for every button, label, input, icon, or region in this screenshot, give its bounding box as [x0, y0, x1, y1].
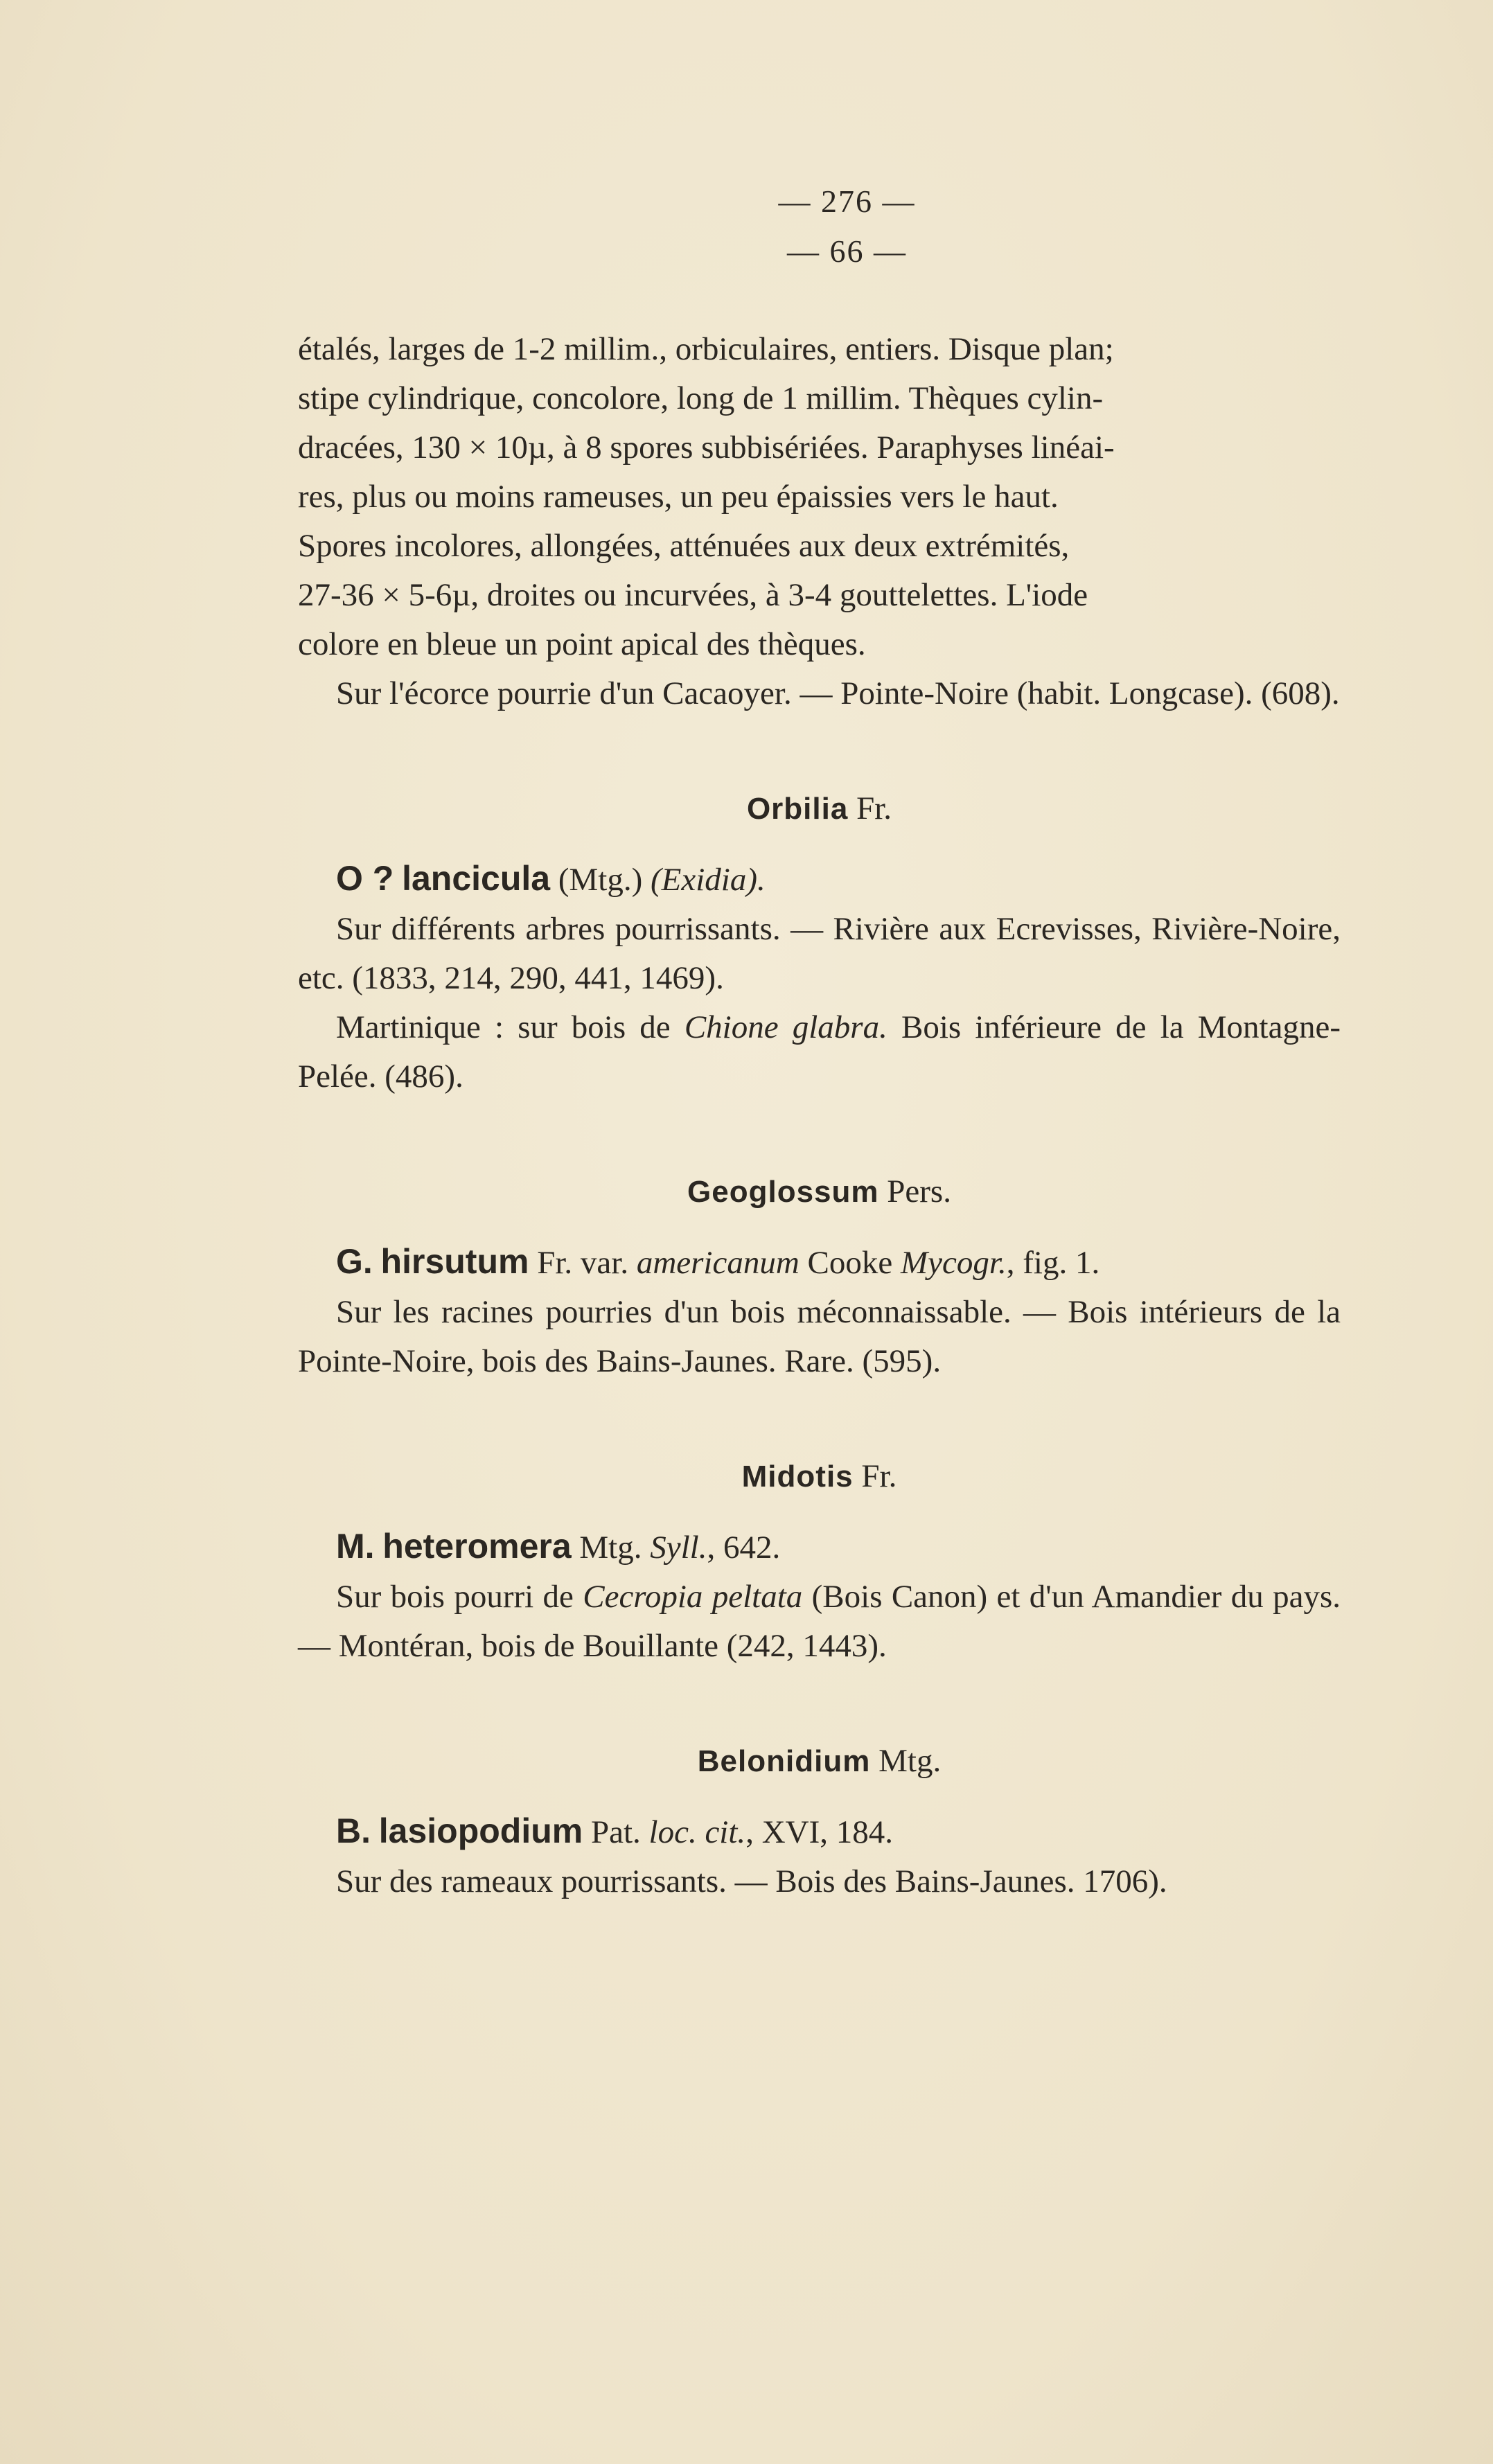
species-synonym: (Exidia).: [650, 862, 766, 898]
host-name: Chione glabra.: [684, 1009, 887, 1045]
species-heading-heteromera: [298, 1522, 1341, 1572]
species-name: lasiopodium: [378, 1811, 583, 1850]
genus-author: Mtg.: [878, 1743, 942, 1779]
species-author: Mtg.: [579, 1530, 642, 1566]
species-heading-hirsutum: [298, 1237, 1341, 1288]
species-prefix: G.: [336, 1242, 373, 1281]
reference-work: Mycogr.: [901, 1245, 1007, 1281]
intro-line: Spores incolores, allongées, atténuées aux deux extrémités,: [298, 528, 1070, 564]
species-locality: Sur les racines pourries d'un bois méconnaissable. — Bois intérieurs de la Pointe-Noire, bois des Bains-Jaunes. Rare. (595).: [298, 1294, 1341, 1379]
intro-line: dracées, 130 × 10µ, à 8 spores subbisériées. Paraphyses linéai-: [298, 429, 1115, 466]
reference-work: loc. cit.: [648, 1814, 746, 1850]
intro-line: colore en bleue un point apical des thèques.: [298, 626, 866, 662]
reference-detail: , 642.: [707, 1530, 781, 1566]
intro-line: étalés, larges de 1-2 millim., orbiculaires, entiers. Disque plan;: [298, 331, 1114, 367]
species-locality: [298, 1572, 1341, 1671]
reference-detail: , fig. 1.: [1006, 1245, 1100, 1281]
text-run: Martinique : sur bois de: [336, 1009, 671, 1045]
species-locality-martinique: [298, 1003, 1341, 1101]
genus-author: Pers.: [887, 1173, 951, 1209]
page-number-outer: — 276 —: [778, 184, 916, 219]
genus-author: Fr.: [861, 1458, 897, 1494]
species-name: hirsutum: [380, 1242, 529, 1281]
reference-author: Cooke: [807, 1245, 893, 1281]
species-name: lancicula: [402, 859, 551, 898]
genus-heading-midotis: [298, 1452, 1341, 1501]
intro-description: [298, 325, 1341, 669]
species-locality: Sur différents arbres pourrissants. — Rivière aux Ecrevisses, Rivière-Noire, etc. (1833, 214, 290, 441, 1469).: [298, 911, 1341, 996]
text-run: (Bois Canon) et d'un Amandier du pays. — Montéran, bois de Bouillante (242, 1443).: [298, 1579, 1341, 1664]
intro-habitat: Sur l'écorce pourrie d'un Cacaoyer. — Pointe-Noire (habit. Longcase). (608).: [336, 675, 1340, 711]
species-name: heteromera: [382, 1527, 572, 1566]
genus-name: Orbilia: [746, 792, 849, 826]
genus-author: Fr.: [856, 790, 892, 826]
species-heading-lasiopodium: [298, 1807, 1341, 1857]
genus-heading-orbilia: [298, 784, 1341, 833]
species-prefix: O ?: [336, 859, 394, 898]
intro-line: 27-36 × 5-6µ, droites ou incurvées, à 3-4 gouttelettes. L'iode: [298, 577, 1088, 613]
variety-name: americanum: [636, 1245, 799, 1281]
intro-line: res, plus ou moins rameuses, un peu épaissies vers le haut.: [298, 479, 1059, 515]
genus-heading-belonidium: [298, 1737, 1341, 1786]
intro-line: stipe cylindrique, concolore, long de 1 millim. Thèques cylin-: [298, 380, 1104, 416]
species-author: Pat.: [590, 1814, 641, 1850]
genus-name: Belonidium: [697, 1744, 871, 1778]
reference-work: Syll.: [650, 1530, 707, 1566]
genus-name: Midotis: [741, 1460, 854, 1494]
species-heading-lancicula: [298, 854, 1341, 905]
genus-name: Geoglossum: [687, 1175, 879, 1209]
species-author: (Mtg.): [558, 862, 643, 898]
species-author: Fr. var.: [537, 1245, 629, 1281]
species-prefix: B.: [336, 1811, 371, 1850]
host-name: Cecropia peltata: [583, 1579, 803, 1615]
text-run: Sur bois pourri de: [336, 1579, 574, 1615]
species-locality: Sur des rameaux pourrissants. — Bois des Bains-Jaunes. 1706).: [336, 1863, 1167, 1899]
reference-detail: , XVI, 184.: [745, 1814, 893, 1850]
species-prefix: M.: [336, 1527, 375, 1566]
page-number-inner: — 66 —: [787, 233, 907, 269]
genus-heading-geoglossum: [298, 1167, 1341, 1216]
text-column: [298, 177, 1341, 1906]
text-run: Bois inférieure de la Montagne-Pelée. (486).: [298, 1009, 1341, 1094]
